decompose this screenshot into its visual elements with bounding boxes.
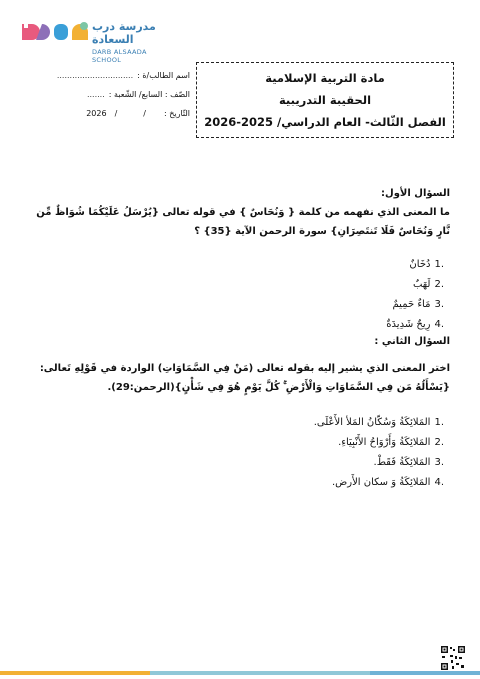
date-row — [30, 104, 190, 123]
option-item[interactable]: 2. لَهَبٌ — [30, 275, 444, 295]
school-logo — [20, 14, 170, 64]
option-label: دُخَانٌ — [409, 259, 431, 270]
class-label: الصّف : السابع/ الشّعبة : — [108, 90, 190, 99]
student-name-blank: .............................. — [56, 71, 134, 80]
section-blank: ....... — [86, 90, 105, 99]
date-year: 2026 — [86, 109, 107, 118]
date-separator: / — [143, 109, 146, 118]
subject-name: مادة التربية الإسلامية — [265, 71, 385, 85]
question-1-heading: السؤال الأول: — [381, 188, 450, 199]
option-label: رِيحٌ شَدِيدَةٌ — [386, 319, 431, 330]
school-name-english: DARB ALSAADA SCHOOL — [92, 48, 147, 64]
option-item[interactable]: 4. المَلائِكَةُ وَ سكان الأَرض. — [30, 473, 444, 493]
option-label: مَاءٌ حَمِيمٌ — [392, 299, 431, 310]
question-1-options — [30, 255, 450, 335]
option-label: المَلائِكَةُ وَسُكّانُ المَلأ الأَعْلَى. — [313, 417, 431, 428]
subject-title-box — [196, 62, 454, 138]
option-item[interactable]: 4. رِيحٌ شَدِيدَةٌ — [30, 315, 444, 335]
footer-color-bar — [0, 671, 480, 675]
option-item[interactable]: 1. دُخَانٌ — [30, 255, 444, 275]
school-name-arabic: مدرسة درب السعادة — [92, 20, 156, 46]
question-1 — [30, 188, 450, 335]
term-year: الفصل الثّالث- العام الدراسي/ 2025-2026 — [204, 115, 446, 129]
booklet-title: الحقيبة التدريبية — [278, 93, 372, 107]
question-2-heading: السؤال الثاني : — [374, 336, 450, 347]
qr-code-icon — [440, 645, 466, 671]
student-name-row — [30, 66, 190, 85]
question-2-options — [30, 413, 450, 493]
question-2-text: اختر المعنى الذي يشير إليه بقوله تعالى (مَنْ فِي السَّمَاوَاتِ) الواردة في قَوْلِهِ تَعالى: {يَسْأَلُهُ مَن فِي السَّمَاوَاتِ وَالْأَرْضِ ۚ كُلَّ يَوْمٍ هُوَ فِي شَأْنٍ}(الرحمن:29). — [39, 363, 450, 393]
question-1-text: ما المعنى الذي نفهمه من كلمة { وَنُحَاسٌ } في قوله تعالى {يُرْسَلُ عَلَيْكُمَا شُوَاظٌ مِّن نَّارٍ وَنُحَاسٌ فَلَا تَنتَصِرَانِ} سورة الرحمن الآية {35} ؟ — [36, 207, 450, 237]
option-item[interactable]: 2. المَلائِكَةُ وَأَرْوَاحُ الأَنْبِيَاءِ. — [30, 433, 444, 453]
option-label: لَهَبٌ — [412, 279, 431, 290]
student-info — [30, 66, 190, 123]
option-item[interactable]: 1. المَلائِكَةُ وَسُكّانُ المَلأ الأَعْلَى. — [30, 413, 444, 433]
class-row — [30, 85, 190, 104]
student-name-label: اسم الطالب/ة : — [137, 71, 190, 80]
option-label: المَلائِكَةُ وَأَرْوَاحُ الأَنْبِيَاءِ. — [338, 437, 431, 448]
date-separator: / — [114, 109, 118, 118]
question-2 — [30, 336, 450, 493]
date-label: التّاريخ : — [163, 109, 190, 118]
option-item[interactable]: 3. مَاءٌ حَمِيمٌ — [30, 295, 444, 315]
logo-shapes-icon — [20, 20, 90, 44]
option-item[interactable]: 3. المَلائِكَةُ فَقَطْ. — [30, 453, 444, 473]
option-label: المَلائِكَةُ وَ سكان الأَرض. — [331, 477, 431, 488]
option-label: المَلائِكَةُ فَقَطْ. — [373, 457, 431, 468]
